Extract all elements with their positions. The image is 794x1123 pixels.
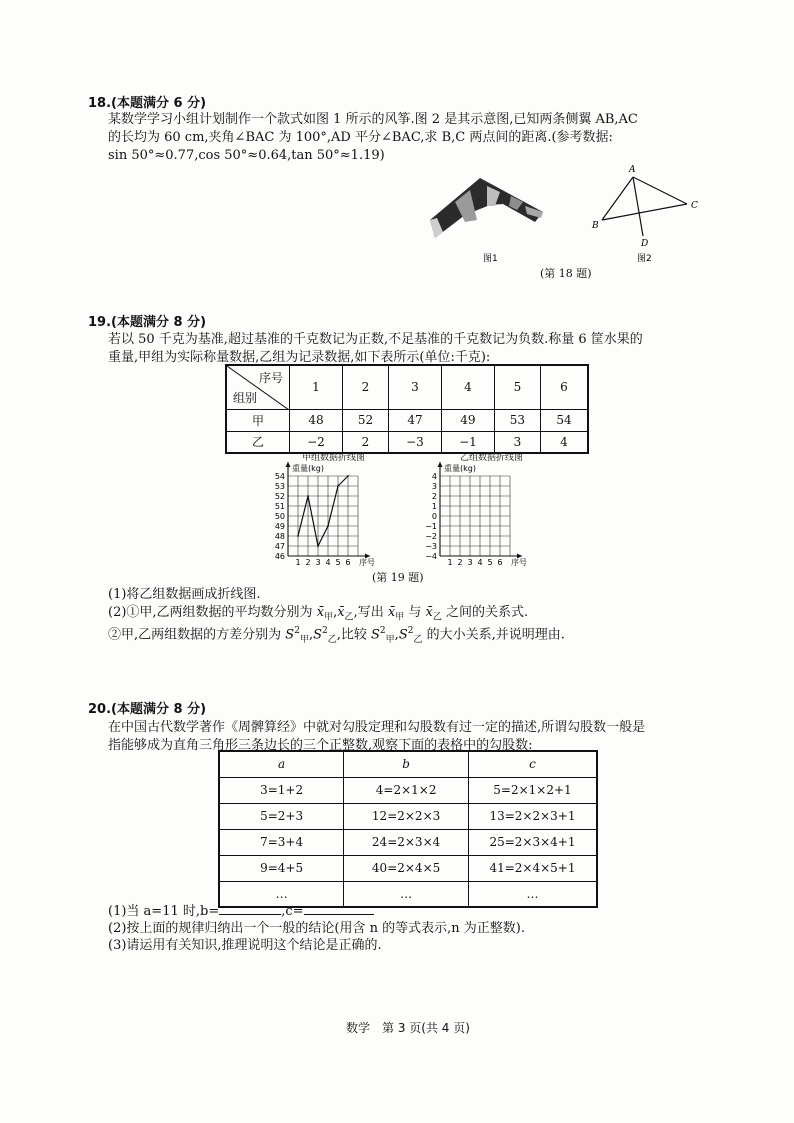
table-cell: −3 <box>389 431 442 453</box>
y-tick-label: 0 <box>431 512 437 521</box>
y-axis-arrow <box>438 462 443 467</box>
table-cell: … <box>219 881 344 907</box>
y-tick-label: −3 <box>425 542 437 551</box>
q20-part1-text-b: ,c= <box>281 904 304 919</box>
x-tick-label: 1 <box>295 558 301 567</box>
table-cell: 24=2×3×4 <box>344 829 469 855</box>
col-header: 1 <box>290 365 343 409</box>
table-cell: 3 <box>494 431 540 453</box>
q18-text-line3: sin 50°≈0.77,cos 50°≈0.64,tan 50°≈1.19) <box>108 148 385 163</box>
table-cell: 2 <box>342 431 388 453</box>
corner-top-label: 序号 <box>258 371 283 385</box>
table-corner-cell <box>226 365 290 409</box>
table-cell: 54 <box>540 409 588 431</box>
q19-part3-text-a: ②甲,乙两组数据的方差分别为 <box>108 627 282 643</box>
table-cell: 25=2×3×4+1 <box>468 829 597 855</box>
q19-part2-text-a: (2)①甲,乙两组数据的平均数分别为 <box>108 605 313 620</box>
y-tick-label: 2 <box>431 492 437 501</box>
x-axis-label: 序号 <box>359 558 375 567</box>
q18-figures <box>425 160 745 280</box>
point-b-label: B <box>592 221 599 231</box>
y-tick-label: 54 <box>274 472 285 481</box>
data-point <box>297 535 299 537</box>
table-cell: 49 <box>441 409 494 431</box>
answer-blank-b[interactable] <box>219 914 281 915</box>
x-tick-label: 3 <box>467 558 473 567</box>
y-tick-label: −4 <box>425 552 437 561</box>
q19-header: 19.(本题满分 8 分) <box>88 315 207 330</box>
table-cell: 3=1+2 <box>219 777 344 803</box>
data-point <box>307 495 309 497</box>
x-tick-label: 3 <box>315 558 321 567</box>
x-tick-label: 6 <box>497 558 503 567</box>
x-tick-label: 1 <box>447 558 453 567</box>
y-tick-label: 53 <box>274 482 285 491</box>
fig1-label: 图1 <box>483 254 498 264</box>
table-cell: 7=3+4 <box>219 829 344 855</box>
q18-header: 18.(本题满分 6 分) <box>88 96 207 111</box>
q18-text-line1: 某数学学习小组计划制作一个款式如图 1 所示的风筝.图 2 是其示意图,已知两条侧翼 AB,AC <box>108 112 638 127</box>
y-tick-label: 47 <box>274 542 285 551</box>
table-cell: 48 <box>290 409 343 431</box>
q18-text-line2: 的长均为 60 cm,夹角∠BAC 为 100°,AD 平分∠BAC,求 B,C 两点间的距离.(参考数据: <box>108 130 613 145</box>
y-tick-label: 3 <box>431 482 437 491</box>
y-tick-label: 49 <box>274 522 285 531</box>
q19-part3-text-b: ,比较 <box>336 627 367 643</box>
y-tick-label: 1 <box>431 502 437 511</box>
table-cell: 47 <box>389 409 442 431</box>
table-cell: −2 <box>290 431 343 453</box>
q19-caption: (第 19 题) <box>372 571 424 584</box>
col-header: 2 <box>342 365 388 409</box>
col-header-a: a <box>219 751 344 777</box>
q20-header: 20.(本题满分 8 分) <box>88 702 207 717</box>
q19-text-line2: 重量,甲组为实际称量数据,乙组为记录数据,如下表所示(单位:千克): <box>108 350 491 365</box>
table-cell: 5=2+3 <box>219 803 344 829</box>
x-axis-label: 序号 <box>511 558 527 567</box>
y-tick-label: 46 <box>274 552 285 561</box>
point-c-label: C <box>691 201 698 211</box>
table-cell: 13=2×2×3+1 <box>468 803 597 829</box>
y-tick-label: 48 <box>274 532 285 541</box>
table-cell: 12=2×2×3 <box>344 803 469 829</box>
kite-picture <box>430 178 543 238</box>
q20-part3: (3)请运用有关知识,推理说明这个结论是正确的. <box>108 938 382 953</box>
col-header: 5 <box>494 365 540 409</box>
q19-part2-text-d: 之间的关系式. <box>446 605 529 620</box>
q19-part2-text-b: ,写出 <box>353 605 384 620</box>
col-header-c: c <box>468 751 597 777</box>
q19-part3-text-c: 的大小关系,并说明理由. <box>426 627 565 643</box>
y-axis-arrow <box>286 462 291 467</box>
y-tick-label: 51 <box>274 502 285 511</box>
table-cell: 4 <box>540 431 588 453</box>
q19-part3: ②甲,乙两组数据的方差分别为 $S^2_甲,S^2_乙$,比较 $S^2_甲,S^2_乙$ 的大小关系,并说明理由. <box>108 626 565 645</box>
table-cell: 52 <box>342 409 388 431</box>
series-line <box>298 476 348 546</box>
q19-text-line1: 若以 50 千克为基准,超过基准的千克数记为正数,不足基准的千克数记为负数.称量 6 筐水果的 <box>108 332 643 347</box>
data-point <box>317 545 319 547</box>
x-tick-label: 5 <box>335 558 341 567</box>
y-tick-label: 50 <box>274 512 285 521</box>
answer-blank-c[interactable] <box>304 914 374 915</box>
x-tick-label: 6 <box>345 558 351 567</box>
x-tick-label: 4 <box>325 558 331 567</box>
q19-part2-text-c: 与 <box>408 605 422 620</box>
q20-pythagorean-table <box>218 750 598 908</box>
q20-text-line1: 在中国古代数学著作《周髀算经》中就对勾股定理和勾股数有过一定的描述,所谓勾股数一般是 <box>108 720 646 735</box>
data-point <box>337 485 339 487</box>
x-tick-label: 2 <box>305 558 311 567</box>
q19-part1: (1)将乙组数据画成折线图. <box>108 587 261 602</box>
table-cell: −1 <box>441 431 494 453</box>
table-cell: 53 <box>494 409 540 431</box>
q20-part2: (2)按上面的规律归纳出一个一般的结论(用含 n 的等式表示,n 为正整数). <box>108 921 525 936</box>
table-cell: 40=2×4×5 <box>344 855 469 881</box>
col-header: 3 <box>389 365 442 409</box>
q18-caption: (第 18 题) <box>540 267 592 280</box>
q20-text-line2: 指能够成为直角三角形三条边长的三个正整数,观察下面的表格中的勾股数: <box>108 738 533 753</box>
chart-a <box>268 460 390 568</box>
table-cell: 9=4+5 <box>219 855 344 881</box>
chart-a-title: 甲组数据折线图 <box>302 453 366 463</box>
q19-data-table <box>225 364 589 454</box>
col-header: 4 <box>441 365 494 409</box>
x-tick-label: 4 <box>477 558 483 567</box>
table-cell: 41=2×4×5+1 <box>468 855 597 881</box>
y-axis-label: 重量(kg) <box>444 464 476 473</box>
y-tick-label: −2 <box>425 532 437 541</box>
chart-b <box>420 460 544 568</box>
table-cell: 5=2×1×2+1 <box>468 777 597 803</box>
col-header-b: b <box>344 751 469 777</box>
point-a-label: A <box>629 165 636 175</box>
q19-part2: (2)①甲,乙两组数据的平均数分别为 $x̄_甲,x̄_乙$,写出 $x̄_甲$ 与 $x̄_乙$ 之间的关系式. <box>108 605 529 623</box>
point-d-label: D <box>641 239 649 249</box>
row-label: 甲 <box>226 409 290 431</box>
data-point <box>347 475 349 477</box>
y-tick-label: 4 <box>431 472 437 481</box>
table-cell: 4=2×1×2 <box>344 777 469 803</box>
table-cell: … <box>468 881 597 907</box>
table-cell: … <box>344 881 469 907</box>
x-tick-label: 5 <box>487 558 493 567</box>
page-footer: 数学 第 3 页(共 4 页) <box>346 1021 470 1035</box>
corner-bottom-label: 组别 <box>233 390 258 405</box>
y-tick-label: 52 <box>274 492 285 501</box>
chart-b-title: 乙组数据折线图 <box>460 453 524 463</box>
y-tick-label: −1 <box>425 522 437 531</box>
y-axis-label: 重量(kg) <box>292 464 324 473</box>
col-header: 6 <box>540 365 588 409</box>
fig2-label: 图2 <box>637 254 652 264</box>
data-point <box>327 525 329 527</box>
row-label: 乙 <box>226 431 290 453</box>
triangle-diagram <box>602 177 687 236</box>
q20-part1-text-a: (1)当 a=11 时,b= <box>108 904 220 919</box>
x-tick-label: 2 <box>457 558 463 567</box>
